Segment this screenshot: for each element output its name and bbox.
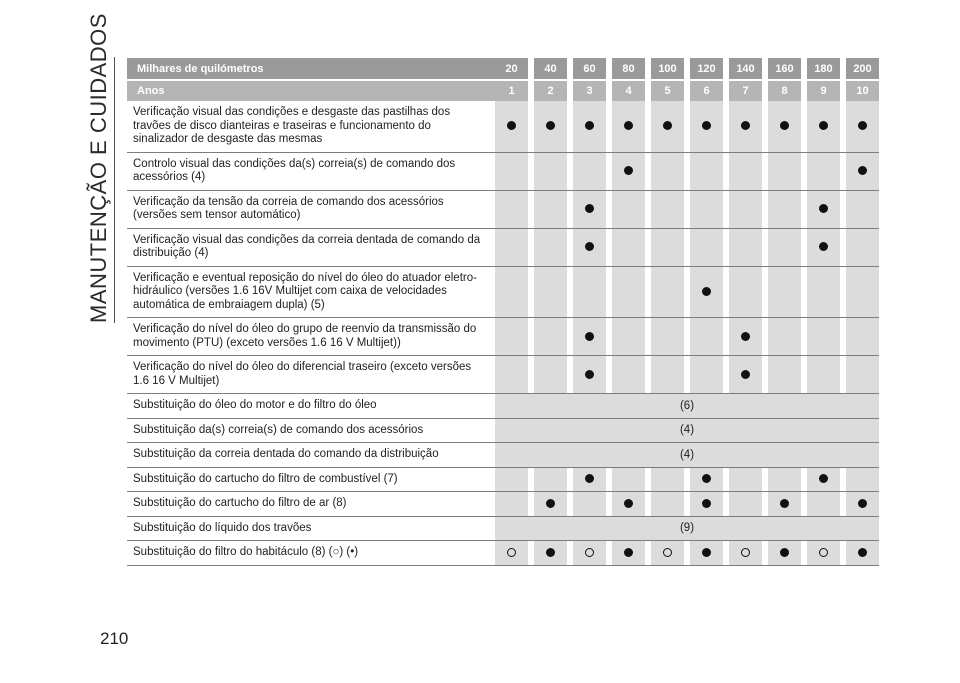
header-year-10: 10 [846,79,879,101]
header-year-2: 2 [534,79,567,101]
schedule-cell [495,356,528,394]
schedule-cell [807,541,840,566]
header-km-2: 40 [534,58,567,79]
schedule-cell [846,356,879,394]
schedule-cell [690,229,723,267]
filled-dot-icon [702,474,711,483]
schedule-cell [612,468,645,493]
header-km-7: 140 [729,58,762,79]
header-years-label: Anos [127,79,495,101]
schedule-cell [651,153,684,191]
schedule-cell [846,267,879,319]
schedule-cell [573,191,606,229]
schedule-cell [768,468,801,493]
table-row [127,443,879,468]
header-year-3: 3 [573,79,606,101]
schedule-cell [729,492,762,517]
header-km-9: 180 [807,58,840,79]
schedule-cell [729,318,762,356]
schedule-cell [729,101,762,153]
filled-dot-icon [858,166,867,175]
schedule-cell [846,541,879,566]
row-description: Substituição do líquido dos travões [127,517,495,542]
hollow-circle-icon [819,548,828,557]
schedule-cell [495,267,528,319]
filled-dot-icon [702,287,711,296]
schedule-cell [573,492,606,517]
row-description: Verificação e eventual reposição do nível do óleo do atuador eletro-hidráulico (versões 1.6 16V Multijet com caixa de velocidades automática de embraiagem dupla) (5) [127,267,495,319]
filled-dot-icon [507,121,516,130]
schedule-cell [807,191,840,229]
schedule-cell [651,229,684,267]
schedule-cell [651,356,684,394]
schedule-cell [768,541,801,566]
hollow-circle-icon [585,548,594,557]
row-description: Verificação do nível do óleo do grupo de reenvio da transmissão do movimento (PTU) (exceto versões 1.6 16 V Multijet)) [127,318,495,356]
filled-dot-icon [741,370,750,379]
note-reference: (6) [495,394,879,419]
schedule-cell [846,191,879,229]
header-km-10: 200 [846,58,879,79]
schedule-cell [690,318,723,356]
schedule-cell [612,191,645,229]
row-description: Verificação visual das condições e desgaste das pastilhas dos travões de disco dianteiras e traseiras e funcionamento do sinalizador de desgaste das mesmas [127,101,495,153]
table-row [127,419,879,444]
hollow-circle-icon [507,548,516,557]
schedule-cell [690,356,723,394]
header-year-6: 6 [690,79,723,101]
table-row [127,229,879,267]
schedule-cell [729,468,762,493]
page-number: 210 [100,629,129,648]
schedule-cell [807,267,840,319]
schedule-cell [768,191,801,229]
filled-dot-icon [858,121,867,130]
schedule-cell [807,153,840,191]
schedule-cell [768,153,801,191]
schedule-cell [768,356,801,394]
section-title: MANUTENÇÃO E CUIDADOS [86,13,111,323]
filled-dot-icon [819,121,828,130]
row-description: Substituição do cartucho do filtro de ar (8) [127,492,495,517]
schedule-cell [807,356,840,394]
filled-dot-icon [780,121,789,130]
schedule-cell [651,541,684,566]
schedule-cell [846,101,879,153]
table-row [127,267,879,319]
schedule-cell [495,191,528,229]
filled-dot-icon [702,548,711,557]
schedule-cell [495,541,528,566]
schedule-cell [690,468,723,493]
note-reference: (9) [495,517,879,542]
schedule-cell [807,229,840,267]
header-year-9: 9 [807,79,840,101]
filled-dot-icon [585,121,594,130]
header-km-6: 120 [690,58,723,79]
schedule-cell [534,492,567,517]
table-row [127,394,879,419]
schedule-cell [612,356,645,394]
schedule-cell [768,267,801,319]
filled-dot-icon [585,242,594,251]
schedule-cell [495,492,528,517]
filled-dot-icon [819,204,828,213]
schedule-cell [651,267,684,319]
filled-dot-icon [663,121,672,130]
schedule-cell [768,229,801,267]
schedule-cell [651,318,684,356]
table-row [127,101,879,153]
row-description: Verificação da tensão da correia de comando dos acessórios (versões sem tensor automático) [127,191,495,229]
table-row [127,153,879,191]
row-description: Substituição do cartucho do filtro de combustível (7) [127,468,495,493]
table-row [127,191,879,229]
header-km-1: 20 [495,58,528,79]
schedule-cell [690,101,723,153]
section-divider [114,57,115,323]
schedule-cell [612,153,645,191]
schedule-cell [534,267,567,319]
row-description: Substituição do óleo do motor e do filtro do óleo [127,394,495,419]
schedule-cell [612,318,645,356]
schedule-cell [651,492,684,517]
schedule-cell [612,492,645,517]
schedule-cell [651,101,684,153]
filled-dot-icon [585,370,594,379]
filled-dot-icon [702,499,711,508]
header-km-5: 100 [651,58,684,79]
table-row [127,318,879,356]
filled-dot-icon [624,166,633,175]
schedule-cell [807,101,840,153]
table-row [127,492,879,517]
filled-dot-icon [585,474,594,483]
schedule-cell [495,153,528,191]
filled-dot-icon [780,548,789,557]
table-row [127,356,879,394]
header-row-years [127,79,879,101]
row-description: Verificação visual das condições da correia dentada de comando da distribuição (4) [127,229,495,267]
filled-dot-icon [819,242,828,251]
filled-dot-icon [741,332,750,341]
row-description: Controlo visual das condições da(s) correia(s) de comando dos acessórios (4) [127,153,495,191]
table-body [127,101,879,566]
header-year-7: 7 [729,79,762,101]
schedule-cell [534,153,567,191]
filled-dot-icon [858,499,867,508]
filled-dot-icon [624,548,633,557]
schedule-cell [846,468,879,493]
schedule-cell [495,468,528,493]
schedule-cell [768,492,801,517]
schedule-cell [807,468,840,493]
filled-dot-icon [819,474,828,483]
schedule-cell [729,356,762,394]
header-year-5: 5 [651,79,684,101]
header-km-3: 60 [573,58,606,79]
schedule-cell [534,541,567,566]
row-description: Substituição da(s) correia(s) de comando dos acessórios [127,419,495,444]
schedule-cell [807,492,840,517]
schedule-cell [534,356,567,394]
note-reference: (4) [495,443,879,468]
filled-dot-icon [546,499,555,508]
maintenance-schedule-table [127,58,879,566]
schedule-cell [534,191,567,229]
schedule-cell [612,229,645,267]
schedule-cell [729,191,762,229]
schedule-cell [729,541,762,566]
header-km-8: 160 [768,58,801,79]
schedule-cell [768,318,801,356]
schedule-cell [573,101,606,153]
schedule-cell [651,191,684,229]
schedule-cell [495,318,528,356]
row-description: Substituição da correia dentada do comando da distribuição [127,443,495,468]
schedule-cell [651,468,684,493]
filled-dot-icon [624,121,633,130]
filled-dot-icon [546,548,555,557]
schedule-cell [573,267,606,319]
header-year-4: 4 [612,79,645,101]
schedule-cell [573,318,606,356]
schedule-cell [768,101,801,153]
schedule-cell [573,229,606,267]
header-year-8: 8 [768,79,801,101]
schedule-cell [690,191,723,229]
schedule-cell [534,101,567,153]
filled-dot-icon [585,332,594,341]
schedule-cell [846,229,879,267]
hollow-circle-icon [741,548,750,557]
schedule-cell [729,229,762,267]
filled-dot-icon [702,121,711,130]
schedule-cell [846,318,879,356]
note-reference: (4) [495,419,879,444]
row-description: Substituição do filtro do habitáculo (8) (○) (•) [127,541,495,566]
table-row [127,541,879,566]
schedule-cell [729,153,762,191]
schedule-cell [573,541,606,566]
hollow-circle-icon [663,548,672,557]
row-description: Verificação do nível do óleo do diferencial traseiro (exceto versões 1.6 16 V Multijet) [127,356,495,394]
schedule-cell [495,101,528,153]
schedule-cell [534,468,567,493]
filled-dot-icon [780,499,789,508]
schedule-cell [690,267,723,319]
filled-dot-icon [546,121,555,130]
schedule-cell [573,356,606,394]
schedule-cell [690,541,723,566]
schedule-cell [495,229,528,267]
filled-dot-icon [585,204,594,213]
schedule-cell [612,541,645,566]
filled-dot-icon [741,121,750,130]
table-row [127,517,879,542]
schedule-cell [612,101,645,153]
schedule-cell [612,267,645,319]
schedule-cell [729,267,762,319]
schedule-cell [846,492,879,517]
header-row-km [127,58,879,79]
schedule-cell [573,153,606,191]
schedule-cell [573,468,606,493]
schedule-cell [534,318,567,356]
schedule-cell [807,318,840,356]
schedule-cell [690,492,723,517]
header-year-1: 1 [495,79,528,101]
schedule-cell [534,229,567,267]
header-km-label: Milhares de quilómetros [127,58,495,79]
filled-dot-icon [624,499,633,508]
schedule-cell [846,153,879,191]
header-km-4: 80 [612,58,645,79]
filled-dot-icon [858,548,867,557]
table-row [127,468,879,493]
schedule-cell [690,153,723,191]
